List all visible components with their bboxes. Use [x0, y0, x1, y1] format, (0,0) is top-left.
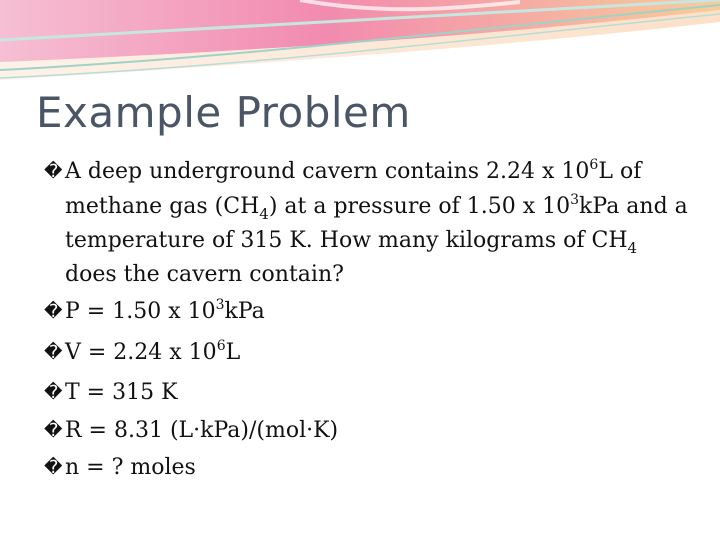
given-unit: L: [225, 339, 241, 365]
exponent: 6: [589, 157, 599, 173]
bullet-icon: �: [44, 341, 63, 363]
exponent: 3: [570, 191, 580, 208]
problem-text: does the cavern contain?: [65, 261, 344, 287]
subscript: 4: [627, 239, 638, 257]
given-item-moles: [44, 452, 694, 484]
problem-text: ) at a pressure of 1.50 x 10: [268, 193, 571, 219]
given-item-temperature: [44, 377, 694, 409]
given-text: n = ? moles: [65, 455, 196, 480]
given-text: V = 2.24 x 10: [65, 339, 217, 365]
problem-text: L of methane gas (CH: [65, 159, 642, 219]
problem-text: kPa and a temperature of 315 K. How many kilograms of CH: [65, 193, 688, 253]
given-unit: kPa: [224, 299, 265, 324]
exponent: 3: [215, 297, 225, 313]
slide-title: Example Problem: [36, 88, 411, 137]
given-text: P = 1.50 x 10: [65, 299, 216, 324]
problem-text: A deep underground cavern contains 2.24 x 10: [65, 159, 590, 184]
bullet-icon: �: [44, 301, 63, 322]
given-text: T = 315 K: [65, 380, 178, 405]
bullet-icon: �: [44, 419, 63, 441]
bullet-icon: �: [44, 382, 63, 403]
subscript: 4: [259, 204, 269, 223]
exponent: 6: [216, 337, 226, 354]
problem-statement: [44, 156, 694, 290]
bullet-icon: �: [44, 457, 63, 478]
given-item-volume: [44, 337, 694, 372]
bullet-icon: �: [44, 161, 63, 182]
header-decoration: [0, 0, 720, 90]
given-text: R = 8.31 (L·kPa)/(mol·K): [65, 417, 339, 443]
slide-body: [44, 156, 694, 490]
given-item-gas-constant: [44, 415, 694, 447]
given-item-pressure: [44, 296, 694, 331]
